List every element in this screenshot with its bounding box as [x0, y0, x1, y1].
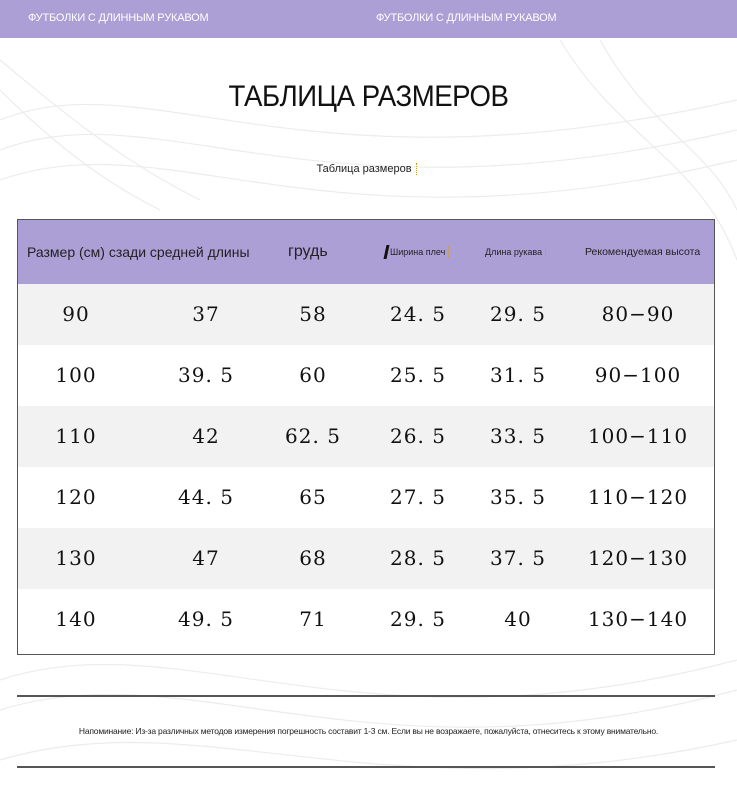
measurement-note: Напоминание: Из-за различных методов измерения погрешность составит 1-3 см. Если вы не возражаете, пожалуйста, отнеситесь к этому внимательно.	[78, 726, 659, 736]
header-sleeve-length	[485, 220, 549, 284]
header-shoulder-width	[385, 220, 452, 284]
cell-chest: 65	[299, 485, 327, 509]
cell-sleeve: 29. 5	[490, 302, 546, 326]
page-title: ТАБЛИЦА РАЗМЕРОВ	[228, 80, 509, 113]
cell-height: 80−90	[601, 302, 675, 326]
header-mark-icon	[545, 247, 549, 257]
cell-chest: 58	[299, 302, 327, 326]
cell-size: 140	[55, 607, 97, 631]
cell-height: 110−120	[587, 485, 689, 509]
cell-shoulder: 29. 5	[390, 607, 446, 631]
cell-back-length: 42	[192, 424, 220, 448]
header-recommended-height: Рекомендуемая высота	[585, 246, 701, 258]
table-row	[18, 467, 714, 528]
cell-size: 130	[55, 546, 97, 570]
header-sleeve-length-label: Длина рукава	[485, 247, 543, 257]
subtitle-mark-icon	[416, 163, 421, 175]
cell-shoulder: 26. 5	[390, 424, 446, 448]
cell-back-length: 47	[192, 546, 220, 570]
cell-size: 110	[55, 424, 97, 448]
table-row	[18, 345, 714, 406]
cell-sleeve: 40	[504, 607, 532, 631]
cell-size: 100	[55, 363, 97, 387]
cell-height: 120−130	[587, 546, 689, 570]
cell-chest: 62. 5	[285, 424, 341, 448]
divider-bottom	[17, 766, 715, 768]
subtitle	[0, 163, 737, 175]
header-shoulder-width-label: Ширина плеч	[390, 247, 446, 257]
table-row	[18, 284, 714, 345]
table-row	[18, 406, 714, 467]
table-row	[18, 528, 714, 589]
top-banner	[0, 0, 737, 38]
cell-back-length: 44. 5	[178, 485, 234, 509]
cell-sleeve: 37. 5	[490, 546, 546, 570]
cell-sleeve: 31. 5	[490, 363, 546, 387]
header-chest: грудь	[288, 243, 328, 260]
cell-back-length: 39. 5	[178, 363, 234, 387]
cell-shoulder: 25. 5	[390, 363, 446, 387]
cell-chest: 71	[299, 607, 327, 631]
cell-shoulder: 28. 5	[390, 546, 446, 570]
header-bar-icon	[384, 245, 390, 259]
cell-height: 100−110	[587, 424, 689, 448]
size-table	[17, 219, 715, 655]
header-mark-icon	[448, 247, 452, 257]
table-header	[18, 220, 714, 284]
subtitle-text: Таблица размеров	[316, 163, 412, 175]
cell-sleeve: 33. 5	[490, 424, 546, 448]
table-row	[18, 589, 714, 650]
header-size-back-length: Размер (см) сзади средней длины	[27, 244, 250, 260]
cell-back-length: 37	[192, 302, 220, 326]
cell-height: 90−100	[594, 363, 682, 387]
cell-back-length: 49. 5	[178, 607, 234, 631]
cell-size: 120	[55, 485, 97, 509]
banner-center-text: ФУТБОЛКИ С ДЛИННЫМ РУКАВОМ	[376, 12, 557, 24]
cell-sleeve: 35. 5	[490, 485, 546, 509]
cell-size: 90	[62, 302, 90, 326]
divider-top	[17, 695, 715, 697]
cell-chest: 60	[299, 363, 327, 387]
cell-shoulder: 27. 5	[390, 485, 446, 509]
cell-height: 130−140	[587, 607, 689, 631]
cell-shoulder: 24. 5	[390, 302, 446, 326]
cell-chest: 68	[299, 546, 327, 570]
banner-left-text: ФУТБОЛКИ С ДЛИННЫМ РУКАВОМ	[28, 12, 209, 24]
